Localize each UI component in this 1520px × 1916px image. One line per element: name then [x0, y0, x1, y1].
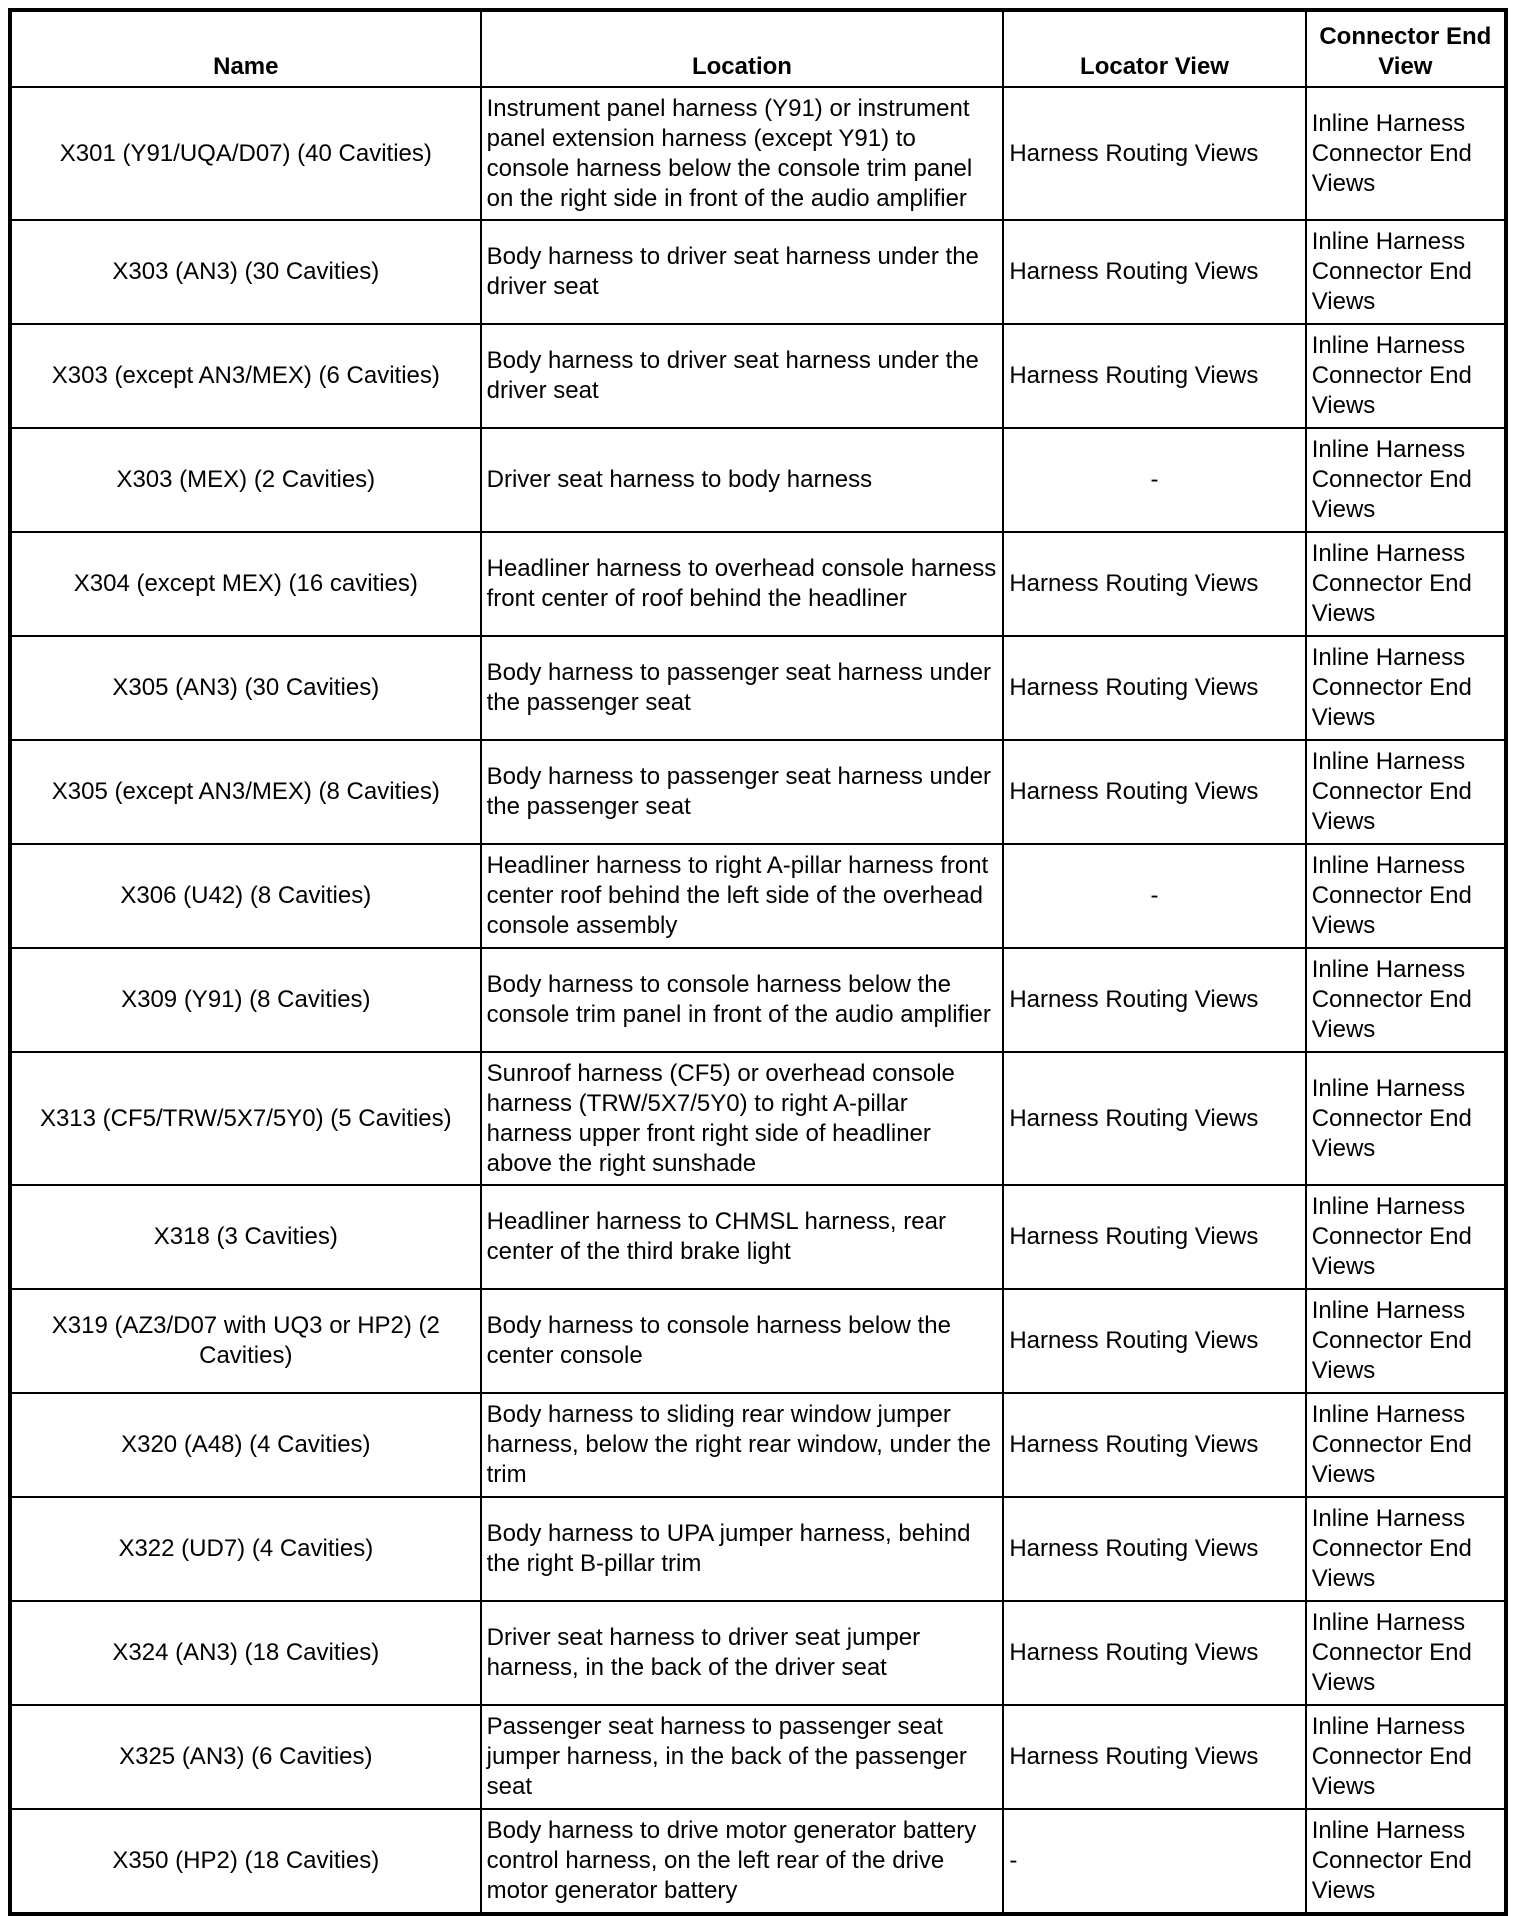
- locator-view-cell: Harness Routing Views: [1003, 1497, 1305, 1601]
- location-cell: Body harness to console harness below the console trim panel in front of the audio amplifier: [481, 948, 1004, 1052]
- connector-end-view-cell: Inline Harness Connector End Views: [1306, 1601, 1506, 1705]
- table-row: [10, 532, 1506, 636]
- connector-name-cell: X304 (except MEX) (16 cavities): [10, 532, 481, 636]
- connector-end-view-cell: Inline Harness Connector End Views: [1306, 220, 1506, 324]
- connector-name-cell: X322 (UD7) (4 Cavities): [10, 1497, 481, 1601]
- locator-view-cell: Harness Routing Views: [1003, 324, 1305, 428]
- header-row: [10, 10, 1506, 87]
- connector-name-cell: X350 (HP2) (18 Cavities): [10, 1809, 481, 1914]
- locator-view-cell: Harness Routing Views: [1003, 1052, 1305, 1185]
- connector-table: [8, 8, 1508, 1916]
- location-cell: Instrument panel harness (Y91) or instrument panel extension harness (except Y91) to console harness below the console trim panel on the right side in front of the audio amplifier: [481, 87, 1004, 220]
- connector-end-view-cell: Inline Harness Connector End Views: [1306, 1809, 1506, 1914]
- connector-end-view-cell: Inline Harness Connector End Views: [1306, 1497, 1506, 1601]
- connector-end-view-cell: Inline Harness Connector End Views: [1306, 324, 1506, 428]
- location-cell: Body harness to driver seat harness under the driver seat: [481, 220, 1004, 324]
- locator-view-cell: Harness Routing Views: [1003, 1705, 1305, 1809]
- locator-view-cell: Harness Routing Views: [1003, 948, 1305, 1052]
- table-row: [10, 220, 1506, 324]
- connector-name-cell: X301 (Y91/UQA/D07) (40 Cavities): [10, 87, 481, 220]
- location-cell: Body harness to passenger seat harness under the passenger seat: [481, 740, 1004, 844]
- location-cell: Body harness to passenger seat harness under the passenger seat: [481, 636, 1004, 740]
- location-cell: Headliner harness to overhead console harness front center of roof behind the headliner: [481, 532, 1004, 636]
- header-locator-view: Locator View: [1003, 10, 1305, 87]
- locator-view-cell: Harness Routing Views: [1003, 636, 1305, 740]
- connector-name-cell: X318 (3 Cavities): [10, 1185, 481, 1289]
- connector-name-cell: X319 (AZ3/D07 with UQ3 or HP2) (2 Cavities): [10, 1289, 481, 1393]
- connector-end-view-cell: Inline Harness Connector End Views: [1306, 428, 1506, 532]
- connector-name-cell: X303 (MEX) (2 Cavities): [10, 428, 481, 532]
- connector-name-cell: X309 (Y91) (8 Cavities): [10, 948, 481, 1052]
- location-cell: Driver seat harness to body harness: [481, 428, 1004, 532]
- locator-view-cell: Harness Routing Views: [1003, 740, 1305, 844]
- connector-end-view-cell: Inline Harness Connector End Views: [1306, 1705, 1506, 1809]
- connector-end-view-cell: Inline Harness Connector End Views: [1306, 1052, 1506, 1185]
- connector-end-view-cell: Inline Harness Connector End Views: [1306, 1393, 1506, 1497]
- connector-end-view-cell: Inline Harness Connector End Views: [1306, 948, 1506, 1052]
- connector-name-cell: X324 (AN3) (18 Cavities): [10, 1601, 481, 1705]
- locator-view-cell: Harness Routing Views: [1003, 532, 1305, 636]
- locator-view-cell: Harness Routing Views: [1003, 220, 1305, 324]
- location-cell: Body harness to drive motor generator battery control harness, on the left rear of the drive motor generator battery: [481, 1809, 1004, 1914]
- location-cell: Passenger seat harness to passenger seat jumper harness, in the back of the passenger seat: [481, 1705, 1004, 1809]
- header-location: Location: [481, 10, 1004, 87]
- table-row: [10, 1289, 1506, 1393]
- locator-view-cell: -: [1003, 844, 1305, 948]
- location-cell: Body harness to driver seat harness under the driver seat: [481, 324, 1004, 428]
- location-cell: Headliner harness to right A-pillar harness front center roof behind the left side of the overhead console assembly: [481, 844, 1004, 948]
- connector-name-cell: X313 (CF5/TRW/5X7/5Y0) (5 Cavities): [10, 1052, 481, 1185]
- connector-name-cell: X325 (AN3) (6 Cavities): [10, 1705, 481, 1809]
- table-row: [10, 1393, 1506, 1497]
- table-row: [10, 740, 1506, 844]
- table-row: [10, 1185, 1506, 1289]
- location-cell: Body harness to console harness below the center console: [481, 1289, 1004, 1393]
- locator-view-cell: Harness Routing Views: [1003, 1289, 1305, 1393]
- connector-end-view-cell: Inline Harness Connector End Views: [1306, 1289, 1506, 1393]
- connector-end-view-cell: Inline Harness Connector End Views: [1306, 844, 1506, 948]
- header-connector-end-view: Connector End View: [1306, 10, 1506, 87]
- location-cell: Headliner harness to CHMSL harness, rear center of the third brake light: [481, 1185, 1004, 1289]
- table-row: [10, 1497, 1506, 1601]
- location-cell: Body harness to sliding rear window jumper harness, below the right rear window, under the trim: [481, 1393, 1004, 1497]
- table-row: [10, 1052, 1506, 1185]
- table-row: [10, 636, 1506, 740]
- table-row: [10, 324, 1506, 428]
- locator-view-cell: Harness Routing Views: [1003, 1185, 1305, 1289]
- table-row: [10, 1705, 1506, 1809]
- connector-name-cell: X303 (AN3) (30 Cavities): [10, 220, 481, 324]
- locator-view-cell: -: [1003, 1809, 1305, 1914]
- connector-name-cell: X305 (except AN3/MEX) (8 Cavities): [10, 740, 481, 844]
- location-cell: Sunroof harness (CF5) or overhead console harness (TRW/5X7/5Y0) to right A-pillar harness upper front right side of headliner above the right sunshade: [481, 1052, 1004, 1185]
- table-row: [10, 428, 1506, 532]
- locator-view-cell: Harness Routing Views: [1003, 1393, 1305, 1497]
- locator-view-cell: Harness Routing Views: [1003, 87, 1305, 220]
- table-row: [10, 1601, 1506, 1705]
- connector-name-cell: X303 (except AN3/MEX) (6 Cavities): [10, 324, 481, 428]
- table-row: [10, 948, 1506, 1052]
- connector-end-view-cell: Inline Harness Connector End Views: [1306, 740, 1506, 844]
- connector-end-view-cell: Inline Harness Connector End Views: [1306, 636, 1506, 740]
- connector-name-cell: X320 (A48) (4 Cavities): [10, 1393, 481, 1497]
- locator-view-cell: -: [1003, 428, 1305, 532]
- table-row: [10, 844, 1506, 948]
- header-name: Name: [10, 10, 481, 87]
- connector-name-cell: X305 (AN3) (30 Cavities): [10, 636, 481, 740]
- connector-end-view-cell: Inline Harness Connector End Views: [1306, 1185, 1506, 1289]
- table-row: [10, 1809, 1506, 1914]
- connector-end-view-cell: Inline Harness Connector End Views: [1306, 532, 1506, 636]
- table-row: [10, 87, 1506, 220]
- location-cell: Driver seat harness to driver seat jumper harness, in the back of the driver seat: [481, 1601, 1004, 1705]
- location-cell: Body harness to UPA jumper harness, behind the right B-pillar trim: [481, 1497, 1004, 1601]
- locator-view-cell: Harness Routing Views: [1003, 1601, 1305, 1705]
- connector-end-view-cell: Inline Harness Connector End Views: [1306, 87, 1506, 220]
- connector-name-cell: X306 (U42) (8 Cavities): [10, 844, 481, 948]
